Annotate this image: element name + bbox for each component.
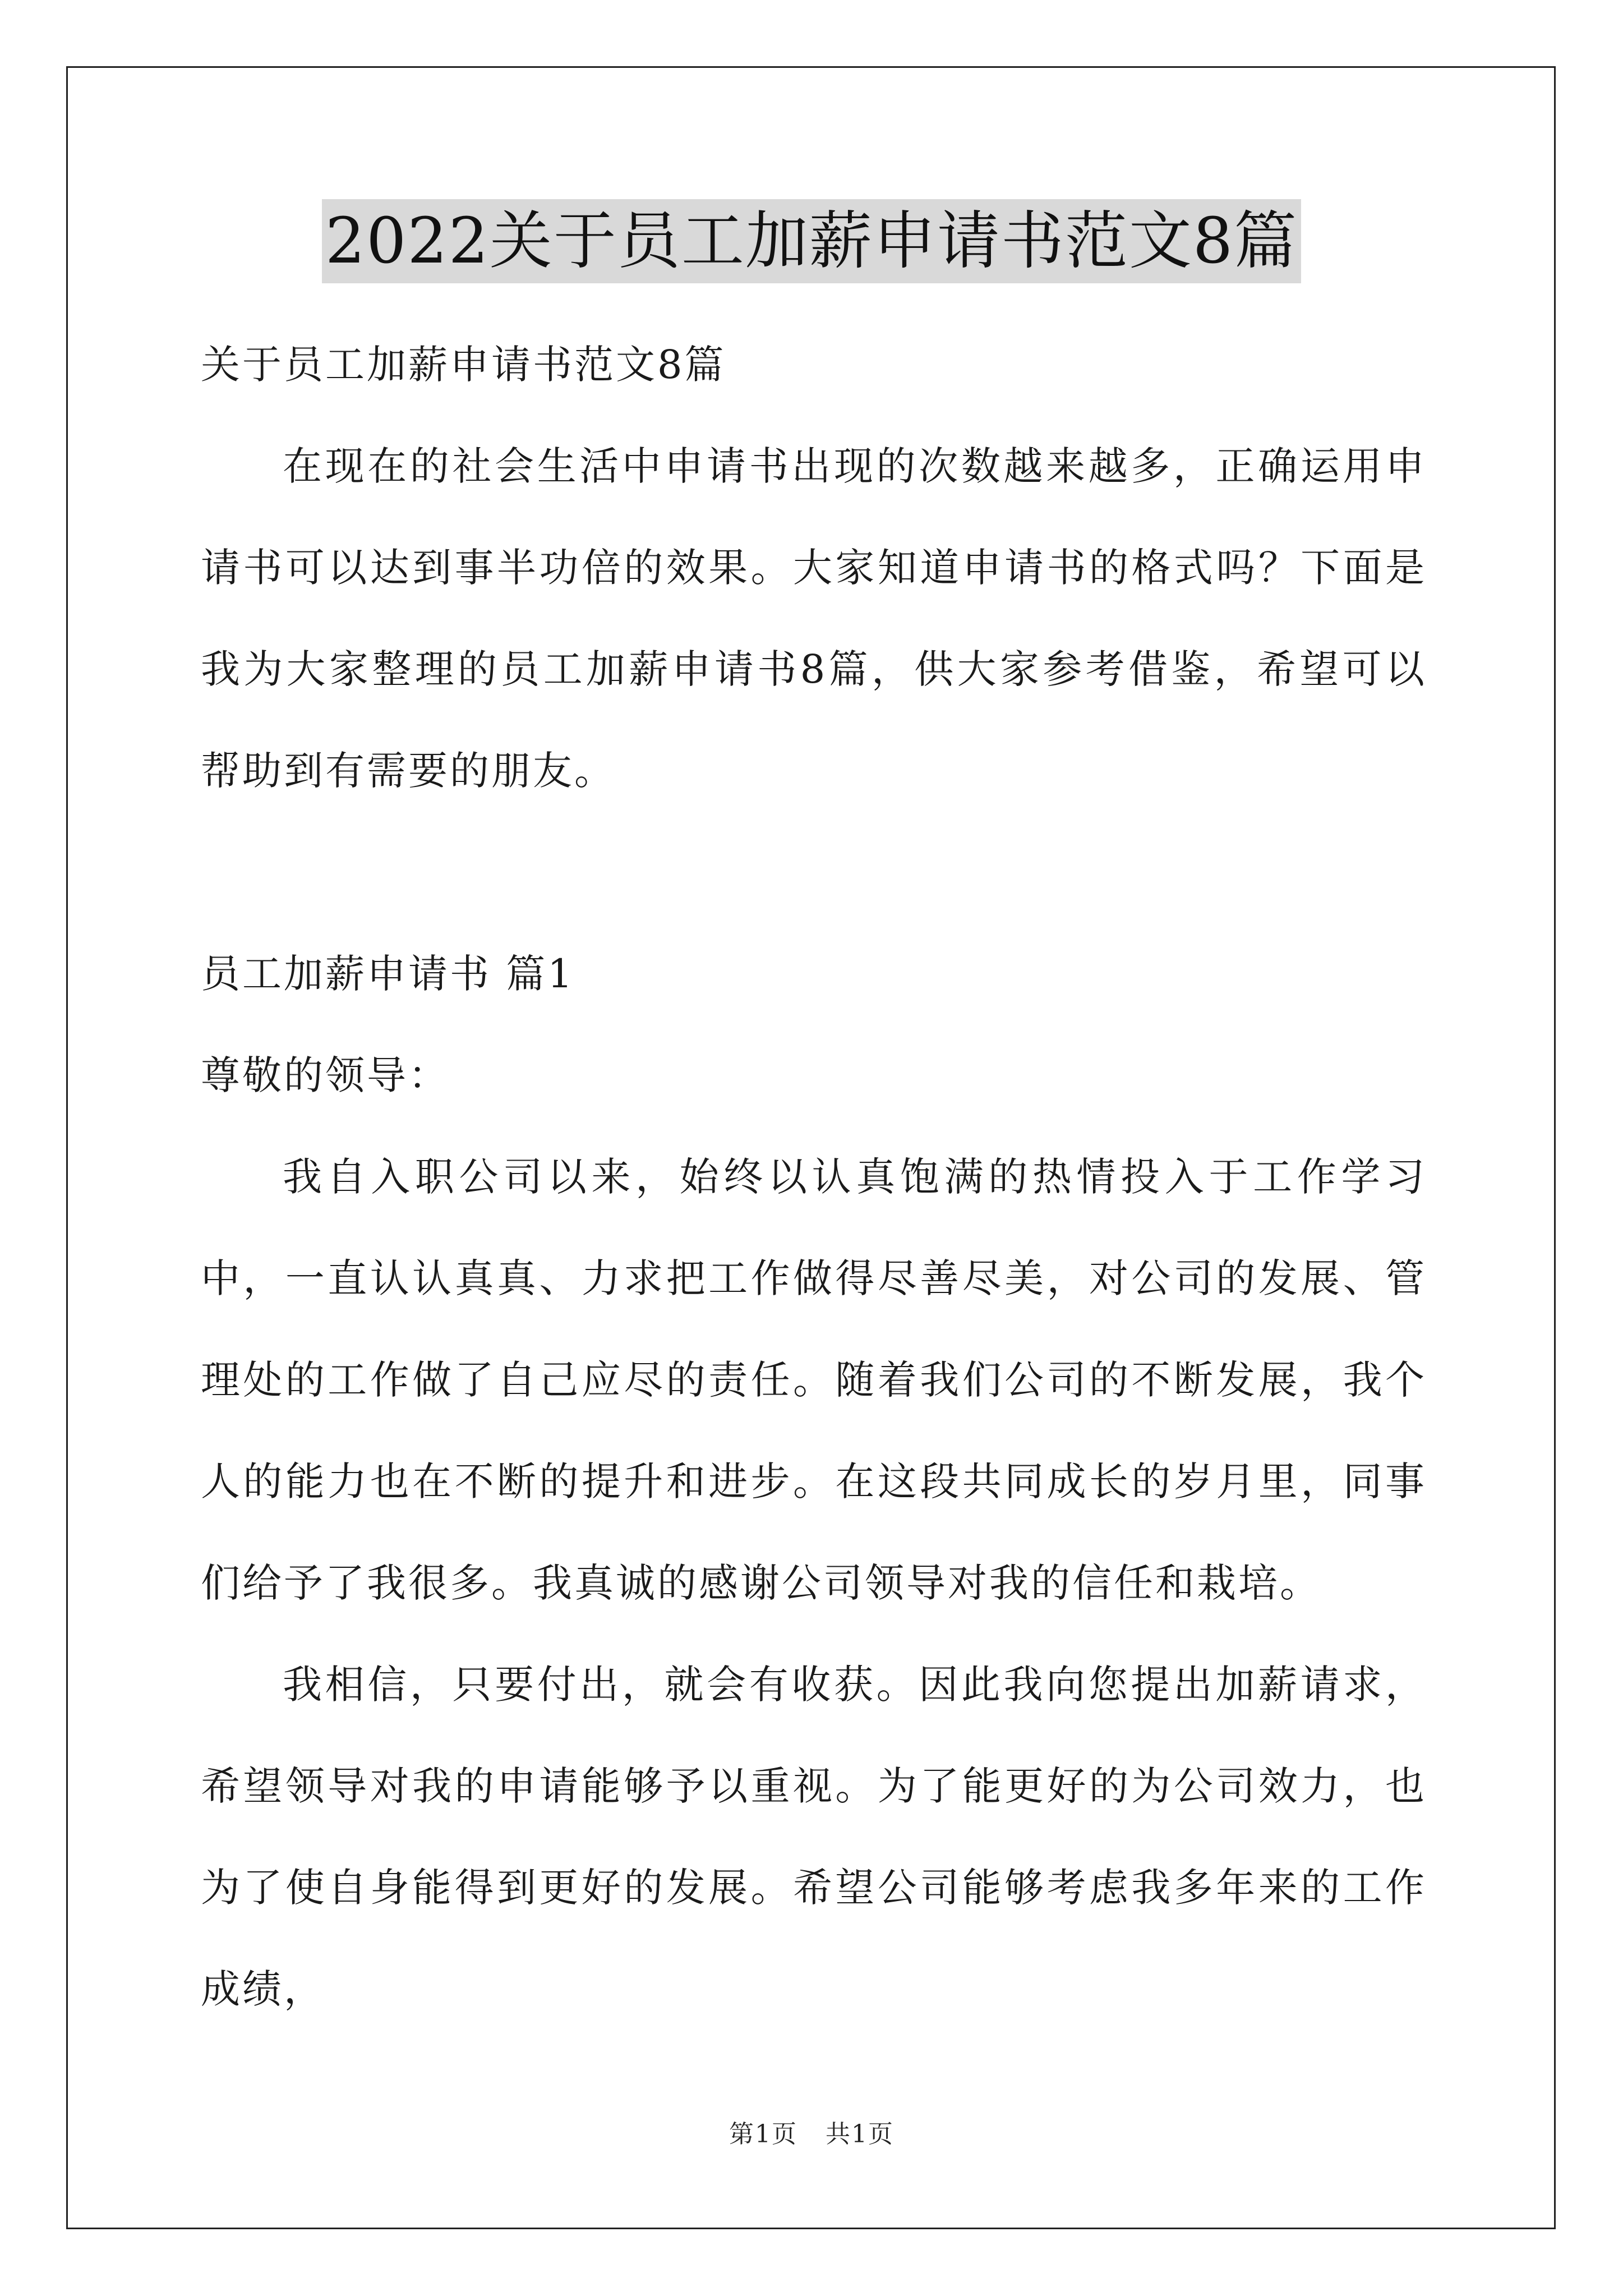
spacer bbox=[201, 822, 1427, 923]
document-subtitle: 关于员工加薪申请书范文8篇 bbox=[201, 342, 726, 388]
page-number: 第1页 bbox=[729, 2120, 797, 2148]
section-heading: 员工加薪申请书 篇1 bbox=[201, 951, 575, 997]
salutation: 尊敬的领导： bbox=[201, 1052, 450, 1098]
page-total: 共1页 bbox=[826, 2120, 894, 2148]
document-title: 2022关于员工加薪申请书范文8篇 bbox=[322, 199, 1301, 283]
document-body bbox=[201, 314, 1427, 2040]
body-paragraph: 我相信，只要付出，就会有收获。因此我向您提出加薪请求，希望领导对我的申请能够予以重视。为了能更好的为公司效力，也为了使自身能得到更好的发展。希望公司能够考虑我多年来的工作成绩， bbox=[201, 1662, 1427, 2012]
page-footer bbox=[0, 2114, 1623, 2150]
intro-paragraph: 在现在的社会生活中申请书出现的次数越来越多，正确运用申请书可以达到事半功倍的效果。大家知道申请书的格式吗？下面是我为大家整理的员工加薪申请书8篇，供大家参考借鉴，希望可以帮助到有需要的朋友。 bbox=[201, 443, 1427, 794]
title-container bbox=[0, 199, 1623, 283]
body-paragraph: 我自入职公司以来，始终以认真饱满的热情投入于工作学习中，一直认认真真、力求把工作做得尽善尽美，对公司的发展、管理处的工作做了自己应尽的责任。随着我们公司的不断发展，我个人的能力也在不断的提升和进步。在这段共同成长的岁月里，同事们给予了我很多。我真诚的感谢公司领导对我的信任和栽培。 bbox=[201, 1154, 1427, 1606]
